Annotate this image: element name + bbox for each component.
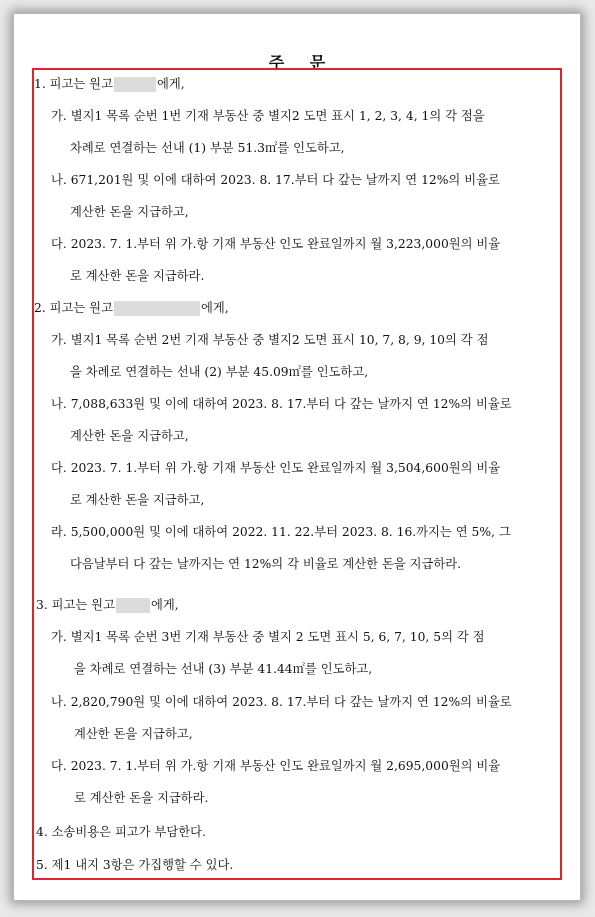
s2-item-a-line1: 가. 별지1 목록 순번 2번 기재 부동산 중 별지2 도면 표시 10, 7, 8, 9, 10의 각 점 <box>51 333 489 347</box>
section-2-heading-text: 2. 피고는 원고 <box>34 301 113 315</box>
s3-item-c-line2: 로 계산한 돈을 지급하라. <box>74 791 209 805</box>
s1-item-b-line1: 나. 671,201원 및 이에 대하여 2023. 8. 17.부터 다 갚는 날까지 연 12%의 비율로 <box>51 173 500 187</box>
section-4: 4. 소송비용은 피고가 부담한다. <box>36 825 206 839</box>
document-page <box>14 14 580 900</box>
s2-item-d-line1: 라. 5,500,000원 및 이에 대하여 2022. 11. 22.부터 2023. 8. 16.까지는 연 5%, 그 <box>51 525 511 539</box>
section-2-heading <box>34 300 229 316</box>
s1-item-b-line2: 계산한 돈을 지급하고, <box>70 205 189 219</box>
s3-item-b-line1: 나. 2,820,790원 및 이에 대하여 2023. 8. 17.부터 다 갚는 날까지 연 12%의 비율로 <box>51 695 512 709</box>
section-3-heading-text: 3. 피고는 원고 <box>36 598 115 612</box>
section-1-heading <box>34 76 185 92</box>
s1-item-a-line1: 가. 별지1 목록 순번 1번 기재 부동산 중 별지2 도면 표시 1, 2, 3, 4, 1의 각 점을 <box>51 109 485 123</box>
s1-item-c-line2: 로 계산한 돈을 지급하라. <box>70 269 205 283</box>
redacted-name <box>116 598 150 613</box>
s3-item-c-line1: 다. 2023. 7. 1.부터 위 가.항 기재 부동산 인도 완료일까지 월 2,695,000원의 비율 <box>51 759 501 773</box>
s2-item-c-line2: 로 계산한 돈을 지급하고, <box>70 493 205 507</box>
s2-item-b-line2: 계산한 돈을 지급하고, <box>70 429 189 443</box>
redacted-name <box>114 77 156 92</box>
s2-item-d-line2: 다음날부터 다 갚는 날까지는 연 12%의 각 비율로 계산한 돈을 지급하라. <box>70 557 462 571</box>
s1-item-a-line2: 차례로 연결하는 선내 (1) 부분 51.3㎡를 인도하고, <box>70 141 345 155</box>
section-3-heading <box>36 597 179 613</box>
redacted-name <box>114 301 200 316</box>
s1-item-c-line1: 다. 2023. 7. 1.부터 위 가.항 기재 부동산 인도 완료일까지 월 3,223,000원의 비율 <box>51 237 501 251</box>
section-1-heading-text: 1. 피고는 원고 <box>34 77 113 91</box>
section-2-heading-suffix: 에게, <box>200 301 229 315</box>
section-3-heading-suffix: 에게, <box>150 598 179 612</box>
title-char-1: 주 <box>268 53 285 72</box>
s3-item-a-line2: 을 차례로 연결하는 선내 (3) 부분 41.44㎡를 인도하고, <box>74 662 373 676</box>
s2-item-c-line1: 다. 2023. 7. 1.부터 위 가.항 기재 부동산 인도 완료일까지 월 3,504,600원의 비율 <box>51 461 501 475</box>
s2-item-a-line2: 을 차례로 연결하는 선내 (2) 부분 45.09㎡를 인도하고, <box>70 365 369 379</box>
section-1-heading-suffix: 에게, <box>156 77 185 91</box>
s3-item-b-line2: 계산한 돈을 지급하고, <box>74 727 193 741</box>
s3-item-a-line1: 가. 별지1 목록 순번 3번 기재 부동산 중 별지 2 도면 표시 5, 6, 7, 10, 5의 각 점 <box>51 630 485 644</box>
s2-item-b-line1: 나. 7,088,633원 및 이에 대하여 2023. 8. 17.부터 다 갚는 날까지 연 12%의 비율로 <box>51 397 512 411</box>
section-5: 5. 제1 내지 3항은 가집행할 수 있다. <box>36 858 234 872</box>
title-char-2: 문 <box>309 53 326 72</box>
